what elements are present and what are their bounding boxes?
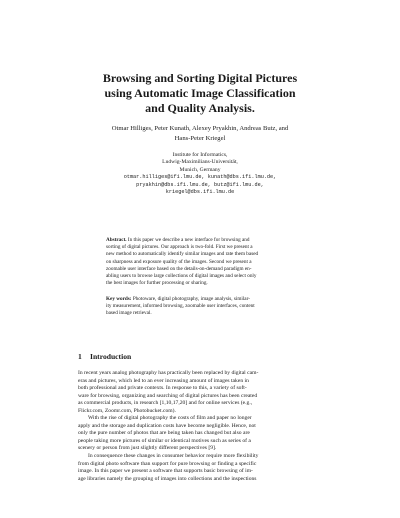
body-line: age libraries namely the grouping of images into collections and the inspections [78, 475, 257, 482]
body-line: apply and the storage and duplication costs have become negligible. Hence, not [78, 422, 256, 429]
keywords [106, 296, 298, 318]
title-line: Browsing and Sorting Digital Pictures [102, 71, 298, 85]
body-line: as commercial products, in research [1,10,17,20] and for online services (e.g., [78, 400, 253, 407]
body-line: ware for browsing, organizing and searching of digital pictures has been created [78, 392, 258, 399]
abstract-line: on sharpness and exposure quality of the images. Second we present a [106, 258, 252, 265]
keywords-label: Key words: [106, 296, 132, 302]
body-line: people taking more pictures of similar or identical motives such as series of a [78, 437, 251, 444]
abstract [106, 237, 298, 287]
body-line: In recent years analog photography has practically been replaced by digital cam- [78, 370, 259, 376]
affiliation-line: Ludwig-Maximilians-Universität, [162, 159, 238, 166]
body-line: eras and pictures, which led to an ever increasing amount of images taken in [78, 377, 249, 384]
title-line: and Quality Analysis. [145, 101, 255, 115]
abstract-line: In this paper we describe a new interface for browsing and [127, 237, 250, 243]
body-line: With the rise of digital photography the costs of film and paper no longer [88, 415, 252, 422]
email-line: otmar.hilliges@ifi.lmu.de, kunath@dbs.ifi.lmu.de, [123, 174, 277, 181]
abstract-label: Abstract. [106, 237, 127, 243]
author-line: Otmar Hilliges, Peter Kunath, Alexey Pryakhin, Andreas Butz, and [111, 125, 289, 132]
author-line: Hans-Peter Kriegel [174, 135, 226, 142]
keywords-line: ity measurement, informed browsing, zoomable user interfaces, content [106, 303, 255, 310]
affiliation-line: Munich, Germany [179, 166, 221, 173]
body-line: In consequence these changes in consumer behavior require more flexibility [88, 453, 259, 460]
body-text [78, 370, 332, 483]
section-heading [78, 352, 131, 361]
paper-title [60, 71, 340, 116]
body-line: scenery or person from just slightly different perspectives [9]. [78, 445, 217, 452]
author-list [40, 124, 360, 144]
email-line: pryakhin@dbs.ifi.lmu.de, butz@ifi.lmu.de, [136, 181, 264, 188]
email-line: kriegel@dbs.ifi.lmu.de [165, 189, 235, 196]
affiliation-block [60, 152, 340, 196]
abstract-line: new method to automatically identify similar images and rate them based [106, 251, 259, 258]
abstract-line: zoomable user interface based on the details-on-demand paradigm en- [106, 265, 252, 272]
body-line: from digital photo software than support for pure browsing or finding a specific [78, 460, 257, 467]
abstract-line: sorting of digital pictures. Our approach is two-fold. First we present a [106, 244, 253, 251]
abstract-line: the best images for further processing or sharing. [106, 280, 208, 287]
abstract-line: abling users to browse large collections of digital images and select only [106, 273, 257, 280]
section-number: 1 [78, 352, 82, 361]
keywords-line: Photoware, digital photography, image analysis, similar- [132, 296, 250, 302]
section-title: Introduction [90, 352, 132, 361]
title-line: using Automatic Image Classification [104, 86, 296, 100]
keywords-line: based image retrieval. [106, 310, 152, 317]
body-line: only the pure number of photos that are being taken has changed but also are [78, 430, 250, 437]
body-line: Flickr.com, Zoomr.com, Photobucket.com). [78, 407, 176, 414]
body-line: both professional and private contexts. In response to this, a variety of soft- [78, 385, 247, 392]
affiliation-line: Institute for Informatics, [172, 152, 228, 158]
body-line: image. In this paper we present a software that supports basic browsing of im- [78, 468, 253, 475]
